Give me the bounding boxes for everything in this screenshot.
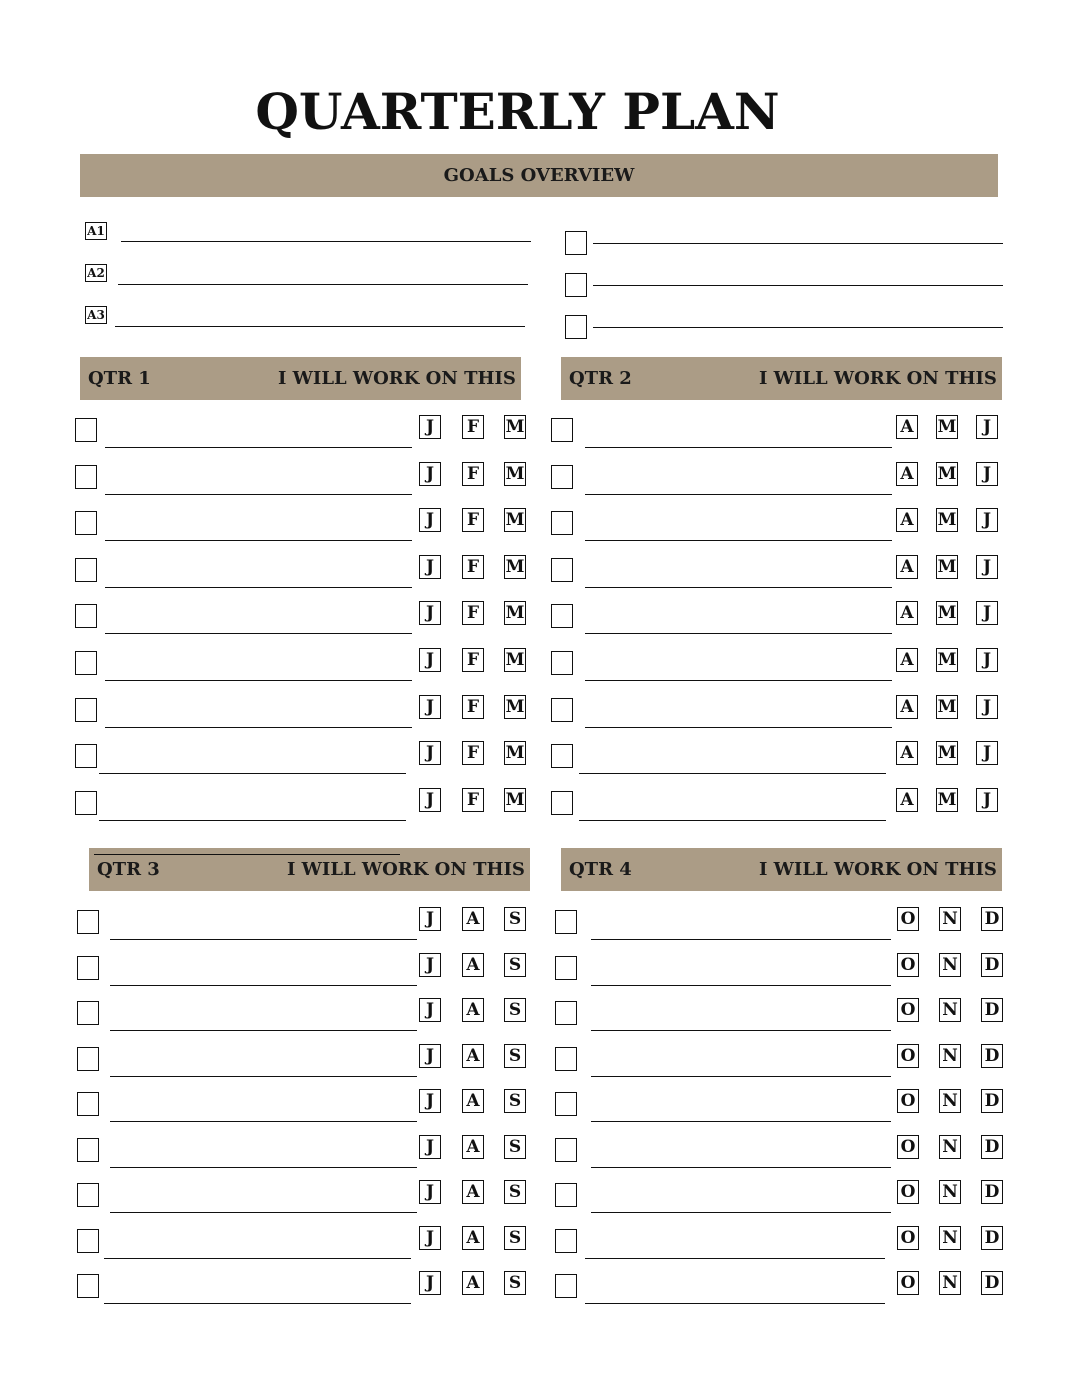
month-box-a[interactable]: A	[896, 555, 918, 579]
task-checkbox[interactable]	[75, 418, 97, 442]
task-checkbox[interactable]	[77, 1092, 99, 1116]
task-checkbox[interactable]	[75, 744, 97, 768]
task-write-line[interactable]	[110, 939, 417, 940]
month-box-j[interactable]: J	[419, 1180, 441, 1204]
qtr4-task-row	[0, 1226, 1000, 1258]
month-box-o[interactable]: O	[897, 1271, 919, 1295]
task-checkbox[interactable]	[77, 1229, 99, 1253]
qtr3-subtitle: I WILL WORK ON THIS	[287, 859, 525, 880]
goal-tag: A3	[85, 306, 107, 324]
qtr4-task-row	[0, 953, 1000, 985]
task-write-line[interactable]	[591, 1121, 891, 1122]
month-box-j[interactable]: J	[419, 1271, 441, 1295]
month-box-f[interactable]: F	[462, 648, 484, 672]
month-box-o[interactable]: O	[897, 1135, 919, 1159]
task-write-line[interactable]	[579, 820, 886, 821]
task-checkbox[interactable]	[75, 511, 97, 535]
month-box-n[interactable]: N	[939, 1089, 961, 1113]
task-checkbox[interactable]	[551, 558, 573, 582]
month-box-a[interactable]: A	[462, 953, 484, 977]
month-box-m[interactable]: M	[936, 555, 958, 579]
task-checkbox[interactable]	[77, 1274, 99, 1298]
task-checkbox[interactable]	[75, 698, 97, 722]
month-box-n[interactable]: N	[939, 1135, 961, 1159]
task-checkbox[interactable]	[551, 651, 573, 675]
month-box-m[interactable]: M	[936, 695, 958, 719]
month-box-d[interactable]: D	[981, 1180, 1003, 1204]
month-box-m[interactable]: M	[936, 508, 958, 532]
task-checkbox[interactable]	[555, 1047, 577, 1071]
month-box-m[interactable]: M	[504, 415, 526, 439]
goal-row-right-3	[565, 315, 1005, 339]
task-write-line[interactable]	[99, 773, 406, 774]
month-box-d[interactable]: D	[981, 1135, 1003, 1159]
month-box-m[interactable]: M	[936, 788, 958, 812]
month-box-d[interactable]: D	[981, 953, 1003, 977]
month-box-o[interactable]: O	[897, 1089, 919, 1113]
month-box-o[interactable]: O	[897, 1180, 919, 1204]
month-box-m[interactable]: M	[504, 462, 526, 486]
month-box-j[interactable]: J	[976, 415, 998, 439]
month-box-o[interactable]: O	[897, 1226, 919, 1250]
goal-write-line[interactable]	[593, 327, 1003, 328]
month-box-j[interactable]: J	[419, 555, 441, 579]
month-box-o[interactable]: O	[897, 1044, 919, 1068]
qtr2-task-row	[0, 508, 992, 540]
month-box-s[interactable]: S	[504, 1271, 526, 1295]
goal-row-right-2	[565, 273, 1005, 297]
month-box-o[interactable]: O	[897, 953, 919, 977]
goal-write-line[interactable]	[115, 326, 525, 327]
month-box-m[interactable]: M	[504, 788, 526, 812]
goal-tag: A1	[85, 222, 107, 240]
task-write-line[interactable]	[585, 727, 892, 728]
task-checkbox[interactable]	[555, 1001, 577, 1025]
goal-write-line[interactable]	[593, 285, 1003, 286]
month-box-j[interactable]: J	[419, 788, 441, 812]
month-box-j[interactable]: J	[976, 462, 998, 486]
qtr1-header	[80, 357, 521, 400]
month-box-f[interactable]: F	[462, 555, 484, 579]
goal-tag: A2	[85, 264, 107, 282]
month-box-a[interactable]: A	[896, 462, 918, 486]
task-checkbox[interactable]	[555, 1183, 577, 1207]
task-checkbox[interactable]	[555, 956, 577, 980]
month-box-j[interactable]: J	[419, 741, 441, 765]
task-checkbox[interactable]	[75, 651, 97, 675]
task-write-line[interactable]	[105, 587, 412, 588]
qtr4-subtitle: I WILL WORK ON THIS	[759, 859, 997, 880]
task-checkbox[interactable]	[551, 511, 573, 535]
task-checkbox[interactable]	[75, 558, 97, 582]
qtr1-subtitle: I WILL WORK ON THIS	[278, 368, 516, 389]
month-box-d[interactable]: D	[981, 907, 1003, 931]
goal-row-a2	[85, 264, 535, 288]
month-box-s[interactable]: S	[504, 1089, 526, 1113]
task-checkbox[interactable]	[555, 1274, 577, 1298]
qtr4-label: QTR 4	[569, 859, 632, 880]
month-box-a[interactable]: A	[462, 1226, 484, 1250]
month-box-j[interactable]: J	[419, 998, 441, 1022]
month-box-j[interactable]: J	[976, 741, 998, 765]
task-write-line[interactable]	[110, 1121, 417, 1122]
task-write-line[interactable]	[585, 1303, 885, 1304]
task-write-line[interactable]	[104, 1303, 411, 1304]
qtr2-task-row	[0, 648, 992, 680]
task-checkbox[interactable]	[551, 604, 573, 628]
month-box-j[interactable]: J	[419, 695, 441, 719]
task-write-line[interactable]	[110, 985, 417, 986]
month-box-n[interactable]: N	[939, 1044, 961, 1068]
qtr4-task-row	[0, 1180, 1000, 1212]
month-box-m[interactable]: M	[504, 648, 526, 672]
task-write-line[interactable]	[591, 1212, 891, 1213]
task-checkbox[interactable]	[551, 744, 573, 768]
month-box-f[interactable]: F	[462, 741, 484, 765]
goal-checkbox[interactable]	[565, 231, 587, 255]
task-write-line[interactable]	[585, 494, 892, 495]
task-write-line[interactable]	[110, 1030, 417, 1031]
month-box-n[interactable]: N	[939, 953, 961, 977]
month-box-f[interactable]: F	[462, 508, 484, 532]
month-box-a[interactable]: A	[896, 741, 918, 765]
month-box-a[interactable]: A	[462, 1089, 484, 1113]
month-box-j[interactable]: J	[976, 555, 998, 579]
task-write-line[interactable]	[591, 1167, 891, 1168]
qtr2-header	[561, 357, 1002, 400]
month-box-j[interactable]: J	[976, 508, 998, 532]
task-write-line[interactable]	[110, 1167, 417, 1168]
month-box-n[interactable]: N	[939, 1180, 961, 1204]
month-box-j[interactable]: J	[976, 601, 998, 625]
month-box-j[interactable]: J	[419, 508, 441, 532]
month-box-n[interactable]: N	[939, 907, 961, 931]
month-box-o[interactable]: O	[897, 998, 919, 1022]
qtr2-task-row	[0, 462, 992, 494]
task-write-line[interactable]	[105, 447, 412, 448]
task-checkbox[interactable]	[77, 956, 99, 980]
goal-write-line[interactable]	[121, 241, 531, 242]
task-write-line[interactable]	[585, 540, 892, 541]
month-box-j[interactable]: J	[419, 462, 441, 486]
month-box-j[interactable]: J	[976, 648, 998, 672]
month-box-a[interactable]: A	[462, 1271, 484, 1295]
month-box-m[interactable]: M	[936, 741, 958, 765]
task-checkbox[interactable]	[555, 1138, 577, 1162]
qtr2-subtitle: I WILL WORK ON THIS	[759, 368, 997, 389]
month-box-s[interactable]: S	[504, 998, 526, 1022]
task-write-line[interactable]	[585, 1258, 885, 1259]
task-write-line[interactable]	[591, 1030, 891, 1031]
month-box-a[interactable]: A	[462, 1044, 484, 1068]
task-checkbox[interactable]	[75, 604, 97, 628]
month-box-f[interactable]: F	[462, 695, 484, 719]
task-write-line[interactable]	[585, 633, 892, 634]
qtr2-task-row	[0, 555, 992, 587]
goal-write-line[interactable]	[118, 284, 528, 285]
task-checkbox[interactable]	[551, 418, 573, 442]
qtr4-task-row	[0, 998, 1000, 1030]
qtr2-task-row	[0, 415, 992, 447]
qtr3-label: QTR 3	[97, 859, 160, 880]
month-box-m[interactable]: M	[936, 415, 958, 439]
month-box-m[interactable]: M	[504, 695, 526, 719]
goal-checkbox[interactable]	[565, 315, 587, 339]
qtr4-task-row	[0, 1135, 1000, 1167]
month-box-a[interactable]: A	[896, 695, 918, 719]
task-write-line[interactable]	[579, 773, 886, 774]
qtr4-task-row	[0, 1089, 1000, 1121]
goal-row-right-1	[565, 231, 1005, 255]
task-write-line[interactable]	[585, 680, 892, 681]
month-box-a[interactable]: A	[462, 1135, 484, 1159]
task-checkbox[interactable]	[77, 1183, 99, 1207]
task-write-line[interactable]	[585, 447, 892, 448]
task-checkbox[interactable]	[77, 1047, 99, 1071]
qtr2-task-row	[0, 741, 992, 773]
task-write-line[interactable]	[591, 939, 891, 940]
month-box-j[interactable]: J	[419, 953, 441, 977]
month-box-n[interactable]: N	[939, 1271, 961, 1295]
task-write-line[interactable]	[585, 587, 892, 588]
task-write-line[interactable]	[104, 1258, 411, 1259]
task-write-line[interactable]	[591, 985, 891, 986]
goals-overview-header	[80, 154, 998, 197]
task-checkbox[interactable]	[555, 1092, 577, 1116]
month-box-j[interactable]: J	[419, 907, 441, 931]
month-box-j[interactable]: J	[419, 415, 441, 439]
month-box-a[interactable]: A	[896, 648, 918, 672]
task-checkbox[interactable]	[77, 1001, 99, 1025]
qtr3-overline	[94, 854, 400, 855]
page-title: QUARTERLY PLAN	[255, 82, 780, 141]
month-box-n[interactable]: N	[939, 998, 961, 1022]
task-checkbox[interactable]	[555, 910, 577, 934]
task-checkbox[interactable]	[75, 791, 97, 815]
goal-checkbox[interactable]	[565, 273, 587, 297]
task-write-line[interactable]	[110, 1212, 417, 1213]
month-box-n[interactable]: N	[939, 1226, 961, 1250]
task-write-line[interactable]	[105, 633, 412, 634]
qtr2-task-row	[0, 695, 992, 727]
task-write-line[interactable]	[105, 494, 412, 495]
qtr2-label: QTR 2	[569, 368, 632, 389]
month-box-a[interactable]: A	[462, 907, 484, 931]
month-box-f[interactable]: F	[462, 462, 484, 486]
month-box-d[interactable]: D	[981, 998, 1003, 1022]
qtr1-label: QTR 1	[88, 368, 151, 389]
month-box-j[interactable]: J	[976, 695, 998, 719]
task-write-line[interactable]	[105, 680, 412, 681]
month-box-d[interactable]: D	[981, 1089, 1003, 1113]
month-box-m[interactable]: M	[936, 462, 958, 486]
task-write-line[interactable]	[591, 1076, 891, 1077]
qtr2-task-row	[0, 788, 992, 820]
month-box-m[interactable]: M	[504, 741, 526, 765]
month-box-m[interactable]: M	[504, 601, 526, 625]
month-box-s[interactable]: S	[504, 1180, 526, 1204]
month-box-a[interactable]: A	[462, 1180, 484, 1204]
task-checkbox[interactable]	[551, 465, 573, 489]
task-checkbox[interactable]	[77, 910, 99, 934]
month-box-m[interactable]: M	[504, 508, 526, 532]
qtr4-header	[561, 848, 1002, 891]
month-box-d[interactable]: D	[981, 1226, 1003, 1250]
month-box-a[interactable]: A	[896, 601, 918, 625]
task-write-line[interactable]	[99, 820, 406, 821]
month-box-j[interactable]: J	[419, 1226, 441, 1250]
month-box-j[interactable]: J	[419, 1044, 441, 1068]
qtr4-task-row	[0, 907, 1000, 939]
month-box-j[interactable]: J	[976, 788, 998, 812]
month-box-s[interactable]: S	[504, 907, 526, 931]
month-box-f[interactable]: F	[462, 788, 484, 812]
month-box-d[interactable]: D	[981, 1044, 1003, 1068]
month-box-f[interactable]: F	[462, 415, 484, 439]
task-checkbox[interactable]	[77, 1138, 99, 1162]
month-box-m[interactable]: M	[936, 648, 958, 672]
task-checkbox[interactable]	[75, 465, 97, 489]
goal-write-line[interactable]	[593, 243, 1003, 244]
task-write-line[interactable]	[105, 727, 412, 728]
month-box-j[interactable]: J	[419, 648, 441, 672]
month-box-a[interactable]: A	[896, 415, 918, 439]
task-checkbox[interactable]	[555, 1229, 577, 1253]
month-box-d[interactable]: D	[981, 1271, 1003, 1295]
month-box-m[interactable]: M	[936, 601, 958, 625]
task-write-line[interactable]	[110, 1076, 417, 1077]
month-box-j[interactable]: J	[419, 601, 441, 625]
task-checkbox[interactable]	[551, 698, 573, 722]
month-box-f[interactable]: F	[462, 601, 484, 625]
goal-row-a3	[85, 306, 535, 330]
month-box-s[interactable]: S	[504, 1135, 526, 1159]
task-checkbox[interactable]	[551, 791, 573, 815]
month-box-s[interactable]: S	[504, 1044, 526, 1068]
goal-row-a1	[85, 222, 535, 246]
month-box-j[interactable]: J	[419, 1089, 441, 1113]
qtr2-task-row	[0, 601, 992, 633]
month-box-a[interactable]: A	[896, 788, 918, 812]
month-box-s[interactable]: S	[504, 1226, 526, 1250]
task-write-line[interactable]	[105, 540, 412, 541]
month-box-m[interactable]: M	[504, 555, 526, 579]
month-box-a[interactable]: A	[462, 998, 484, 1022]
month-box-o[interactable]: O	[897, 907, 919, 931]
goals-overview-title: GOALS OVERVIEW	[443, 165, 635, 186]
month-box-j[interactable]: J	[419, 1135, 441, 1159]
qtr4-task-row	[0, 1271, 1000, 1303]
qtr4-task-row	[0, 1044, 1000, 1076]
month-box-s[interactable]: S	[504, 953, 526, 977]
month-box-a[interactable]: A	[896, 508, 918, 532]
